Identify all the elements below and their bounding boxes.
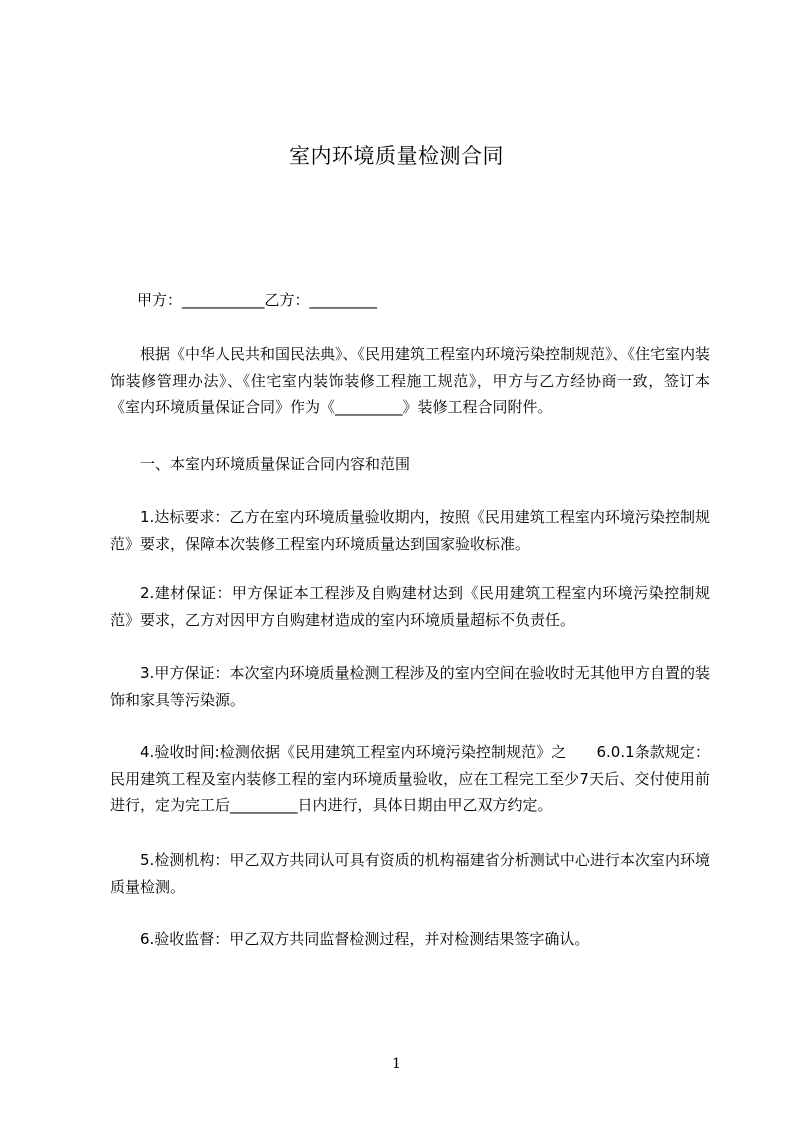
parties-line (137, 289, 377, 311)
clause-item: 6.验收监督：甲乙双方共同监督检测过程，并对检测结果签字确认。 (140, 930, 590, 948)
section-heading: 一、本室内环境质量保证合同内容和范围 (140, 455, 411, 473)
party-b-label: 乙方： (264, 291, 310, 309)
clause-item: 5.检测机构：甲乙双方共同认可具有资质的机构福建省分析测试中心进行本次室内环境质量检测。 (110, 851, 710, 896)
intro-paragraph: 根据《中华人民共和国民法典》、《民用建筑工程室内环境污染控制规范》、《住宅室内装饰装修管理办法》、《住宅室内装饰装修工程施工规范》，甲方与乙方经协商一致，签订本《室内环境质量保证合同》作为《_________》装修工程合同附件。 (110, 345, 711, 416)
clause-item: 3.甲方保证：本次室内环境质量检测工程涉及的室内空间在验收时无其他甲方自置的装饰和家具等污染源。 (110, 664, 710, 709)
party-b-blank: _________ (309, 291, 378, 309)
clause-item: 4.验收时间:检测依据《民用建筑工程室内环境污染控制规范》之 6.0.1条款规定：民用建筑工程及室内装修工程的室内环境质量验收，应在工程完工至少7天后、交付使用前进行，定为完工后_________日内进行，具体日期由甲乙双方约定。 (110, 743, 710, 814)
clause-item: 2.建材保证：甲方保证本工程涉及自购建材达到《民用建筑工程室内环境污染控制规范》要求，乙方对因甲方自购建材造成的室内环境质量超标不负责任。 (110, 584, 710, 629)
document-title: 室内环境质量检测合同 (289, 144, 504, 168)
page-number: 1 (392, 1056, 401, 1072)
clause-item: 1.达标要求：乙方在室内环境质量验收期内，按照《民用建筑工程室内环境污染控制规范》要求，保障本次装修工程室内环境质量达到国家验收标准。 (110, 508, 710, 553)
party-a-blank: ___________ (182, 291, 265, 309)
party-a-label: 甲方： (137, 291, 183, 309)
